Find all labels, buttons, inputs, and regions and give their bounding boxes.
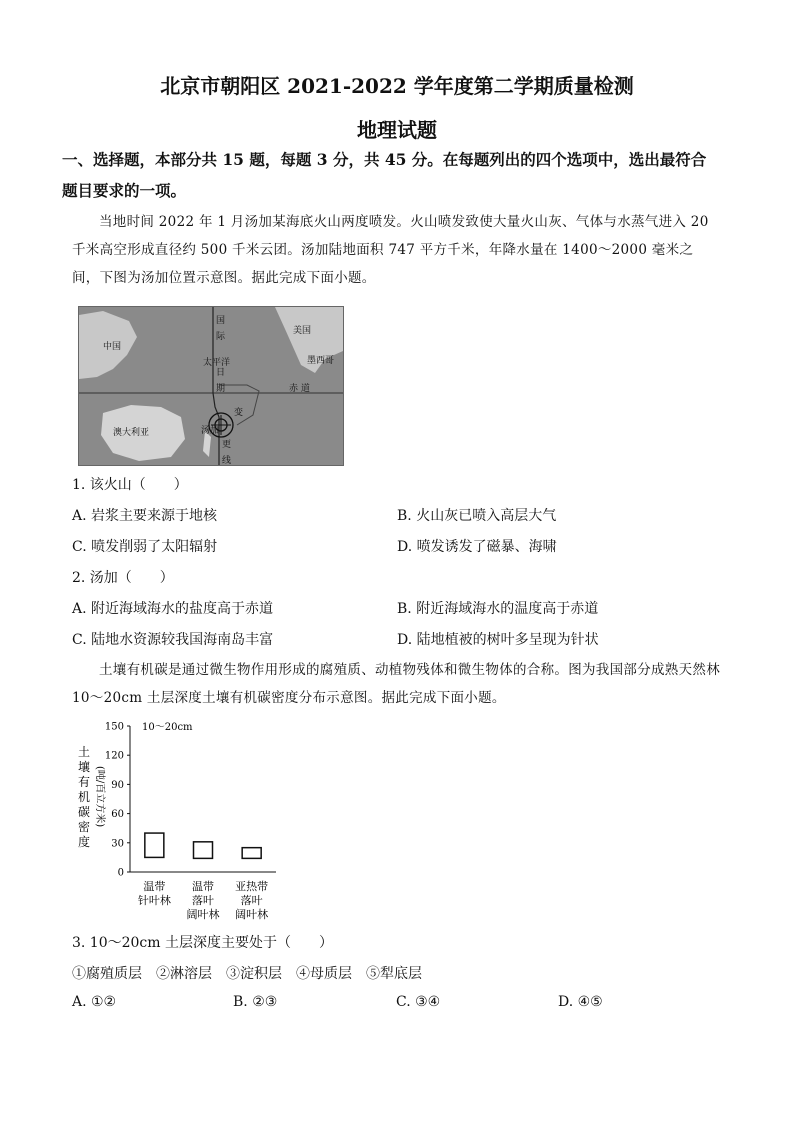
range-bar [194, 842, 213, 859]
page-title: 北京市朝阳区 2021-2022 学年度第二学期质量检测 [160, 74, 634, 98]
tonga-location-map [78, 306, 344, 466]
map-label-idl-1: 国 [216, 316, 226, 326]
q2-stem: 2. 汤加（ ） [72, 570, 174, 586]
q3-option-b[interactable]: B. ②③ [233, 994, 278, 1010]
map-label-idl-7: 线 [222, 456, 232, 466]
y-axis-label-char: 壤 [78, 760, 91, 774]
x-category-label-line2: 落叶 [240, 894, 263, 907]
q1-stem: 1. 该火山（ ） [72, 477, 188, 493]
q3-stem: 3. 10～20cm 土层深度主要处于（ ） [72, 935, 334, 951]
map-label-idl-6: 更 [222, 440, 232, 450]
y-tick-label: 90 [111, 779, 124, 791]
x-category-label-line1: 温带 [143, 880, 166, 893]
y-tick-label: 60 [111, 809, 124, 821]
x-category-label-line1: 亚热带 [235, 880, 269, 893]
range-bar [242, 848, 261, 859]
range-bar [145, 833, 164, 857]
page-subtitle: 地理试题 [357, 118, 437, 142]
y-axis-label-char: 度 [78, 835, 91, 849]
q2-option-a[interactable]: A. 附近海域海水的盐度高于赤道 [72, 601, 274, 617]
q3-option-d[interactable]: D. ④⑤ [558, 994, 603, 1010]
map-label-idl-3: 日 [216, 368, 226, 378]
q2-option-b[interactable]: B. 附近海域海水的温度高于赤道 [397, 601, 599, 617]
q1-option-c[interactable]: C. 喷发削弱了太阳辐射 [72, 539, 218, 555]
y-axis-label-char: 机 [78, 790, 91, 804]
section-heading-line2: 题目要求的一项。 [62, 181, 187, 200]
soil-carbon-chart-svg [72, 718, 292, 928]
q3-option-c[interactable]: C. ③④ [396, 994, 441, 1010]
y-axis-label-char: 密 [78, 820, 91, 834]
map-label-tonga: 汤加 [201, 426, 220, 436]
passage-tonga: 当地时间 2022 年 1 月汤加某海底火山两度喷发。火山喷发致使大量火山灰、气体与水蒸气进入 20 千米高空形成直径约 500 千米云团。汤加陆地面积 747 平方千米，年降水量在 1400～2000 毫米之间，下图为汤加位置示意图。据此完成下面小题。 [72, 214, 709, 286]
y-tick-label: 30 [111, 838, 124, 850]
passage-soil-carbon: 土壤有机碳是通过微生物作用形成的腐殖质、动植物残体和微生物体的合称。图为我国部分成熟天然林 10～20cm 土层深度土壤有机碳密度分布示意图。据此完成下面小题。 [72, 662, 720, 706]
map-label-idl-2: 际 [216, 332, 226, 342]
soil-carbon-chart [72, 718, 292, 928]
map-label-idl-5: 变 [234, 408, 244, 418]
map-label-australia: 澳大利亚 [113, 428, 150, 438]
x-category-label-line2: 落叶 [192, 894, 214, 907]
y-axis-label-char: 碳 [78, 805, 91, 819]
x-category-label-line3: 阔叶林 [235, 908, 269, 921]
map-label-equator: 赤 道 [289, 384, 310, 394]
y-axis-unit: (吨/百立方米) [94, 766, 105, 828]
map-label-idl-4: 期 [216, 384, 226, 394]
q2-option-d[interactable]: D. 陆地植被的树叶多呈现为针状 [397, 632, 599, 648]
y-tick-label: 150 [104, 721, 124, 733]
map-label-usa: 美国 [293, 326, 312, 336]
q1-option-d[interactable]: D. 喷发诱发了磁暴、海啸 [397, 539, 557, 555]
map-label-mexico: 墨西哥 [307, 356, 335, 366]
y-axis-label-char: 土 [78, 745, 91, 759]
map-label-pacific: 太平洋 [203, 358, 231, 368]
section-heading-line1: 一、选择题，本部分共 15 题，每题 3 分，共 45 分。在每题列出的四个选项中，选出最符合 [62, 150, 707, 169]
x-category-label-line2: 针叶林 [137, 894, 171, 907]
x-category-label-line3: 阔叶林 [186, 908, 220, 921]
q3-option-a[interactable]: A. ①② [72, 994, 117, 1010]
y-axis-label-char: 有 [78, 775, 91, 789]
section-heading [62, 144, 742, 206]
q1-option-b[interactable]: B. 火山灰已喷入高层大气 [397, 508, 557, 524]
x-category-label-line1: 温带 [192, 880, 214, 893]
y-tick-label: 120 [104, 750, 124, 762]
map-label-china: 中国 [103, 342, 122, 352]
y-tick-label: 0 [117, 867, 124, 879]
q1-option-a[interactable]: A. 岩浆主要来源于地核 [72, 508, 218, 524]
q2-option-c[interactable]: C. 陆地水资源较我国海南岛丰富 [72, 632, 274, 648]
chart-title: 10～20cm [142, 722, 193, 733]
q3-items: ①腐殖质层 ②淋溶层 ③淀积层 ④母质层 ⑤犁底层 [72, 966, 422, 982]
